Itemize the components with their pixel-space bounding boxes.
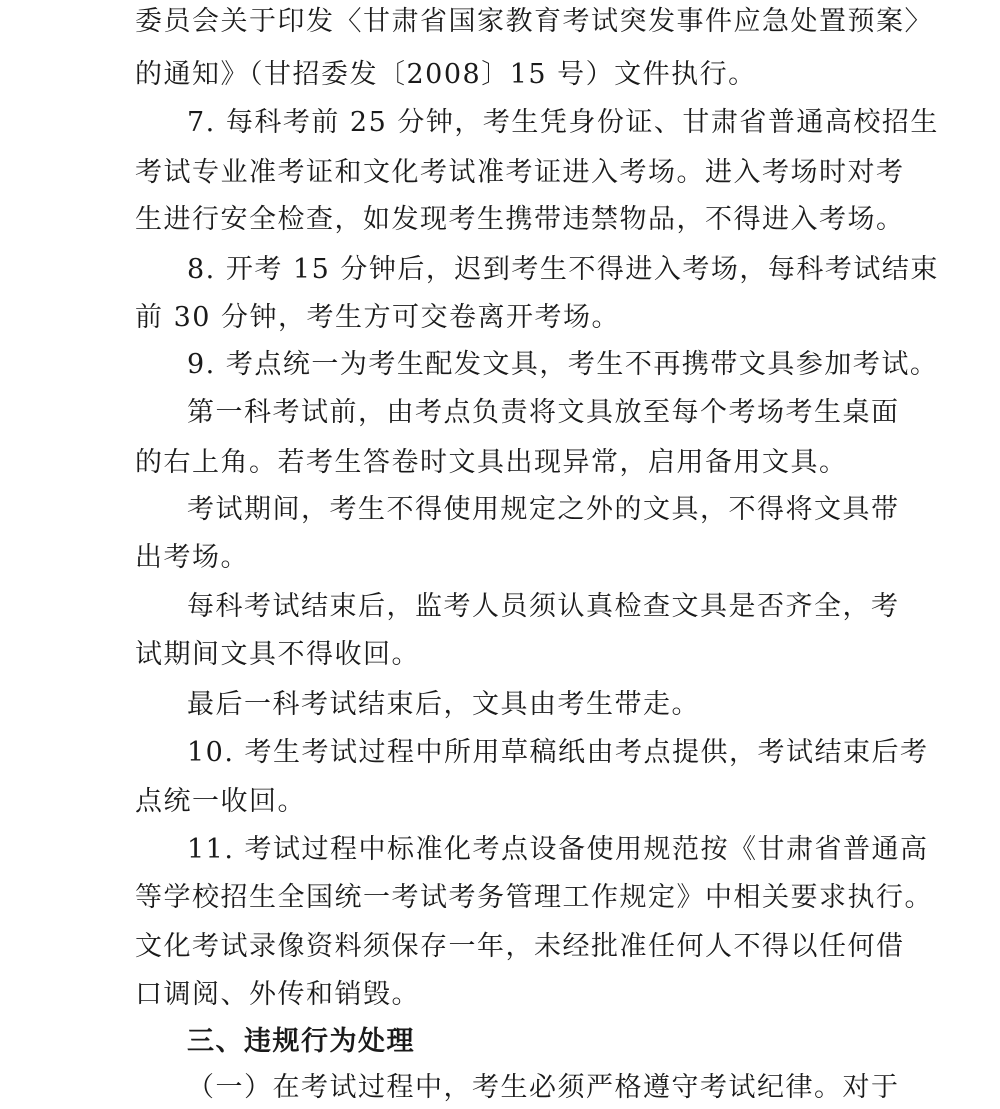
text-line: 最后一科考试结束后，文具由考生带走。 xyxy=(187,689,700,720)
text-line: 点统一收回。 xyxy=(135,786,306,817)
text-line: 8. 开考 15 分钟后，迟到考生不得进入考场，每科考试结束 xyxy=(187,254,939,285)
text-line: 口调阅、外传和销毁。 xyxy=(135,979,420,1010)
text-line: 出考场。 xyxy=(135,542,249,573)
text-line: 第一科考试前，由考点负责将文具放至每个考场考生桌面 xyxy=(187,397,900,428)
text-line: （一）在考试过程中，考生必须严格遵守考试纪律。对于 xyxy=(187,1072,900,1103)
text-line: 试期间文具不得收回。 xyxy=(135,639,420,670)
text-line: 委员会关于印发〈甘肃省国家教育考试突发事件应急处置预案〉 xyxy=(135,6,933,37)
text-line: 文化考试录像资料须保存一年，未经批准任何人不得以任何借 xyxy=(135,931,905,962)
text-line: 每科考试结束后，监考人员须认真检查文具是否齐全，考 xyxy=(187,591,900,622)
text-line: 10. 考生考试过程中所用草稿纸由考点提供，考试结束后考 xyxy=(187,737,929,768)
text-line: 9. 考点统一为考生配发文具，考生不再携带文具参加考试。 xyxy=(187,349,939,380)
text-line: 的右上角。若考生答卷时文具出现异常，启用备用文具。 xyxy=(135,447,848,478)
text-line: 前 30 分钟，考生方可交卷离开考场。 xyxy=(135,302,621,333)
text-line: 的通知》（甘招委发〔2008〕15 号）文件执行。 xyxy=(135,59,757,90)
text-line: 考试期间，考生不得使用规定之外的文具，不得将文具带 xyxy=(187,494,900,525)
text-line: 等学校招生全国统一考试考务管理工作规定》中相关要求执行。 xyxy=(135,882,933,913)
section-heading: 三、违规行为处理 xyxy=(187,1026,415,1057)
text-line: 7. 每科考前 25 分钟，考生凭身份证、甘肃省普通高校招生 xyxy=(187,107,939,138)
text-line: 生进行安全检查，如发现考生携带违禁物品，不得进入考场。 xyxy=(135,204,905,235)
text-line: 考试专业准考证和文化考试准考证进入考场。进入考场时对考 xyxy=(135,157,905,188)
text-line: 11. 考试过程中标准化考点设备使用规范按《甘肃省普通高 xyxy=(187,834,929,865)
